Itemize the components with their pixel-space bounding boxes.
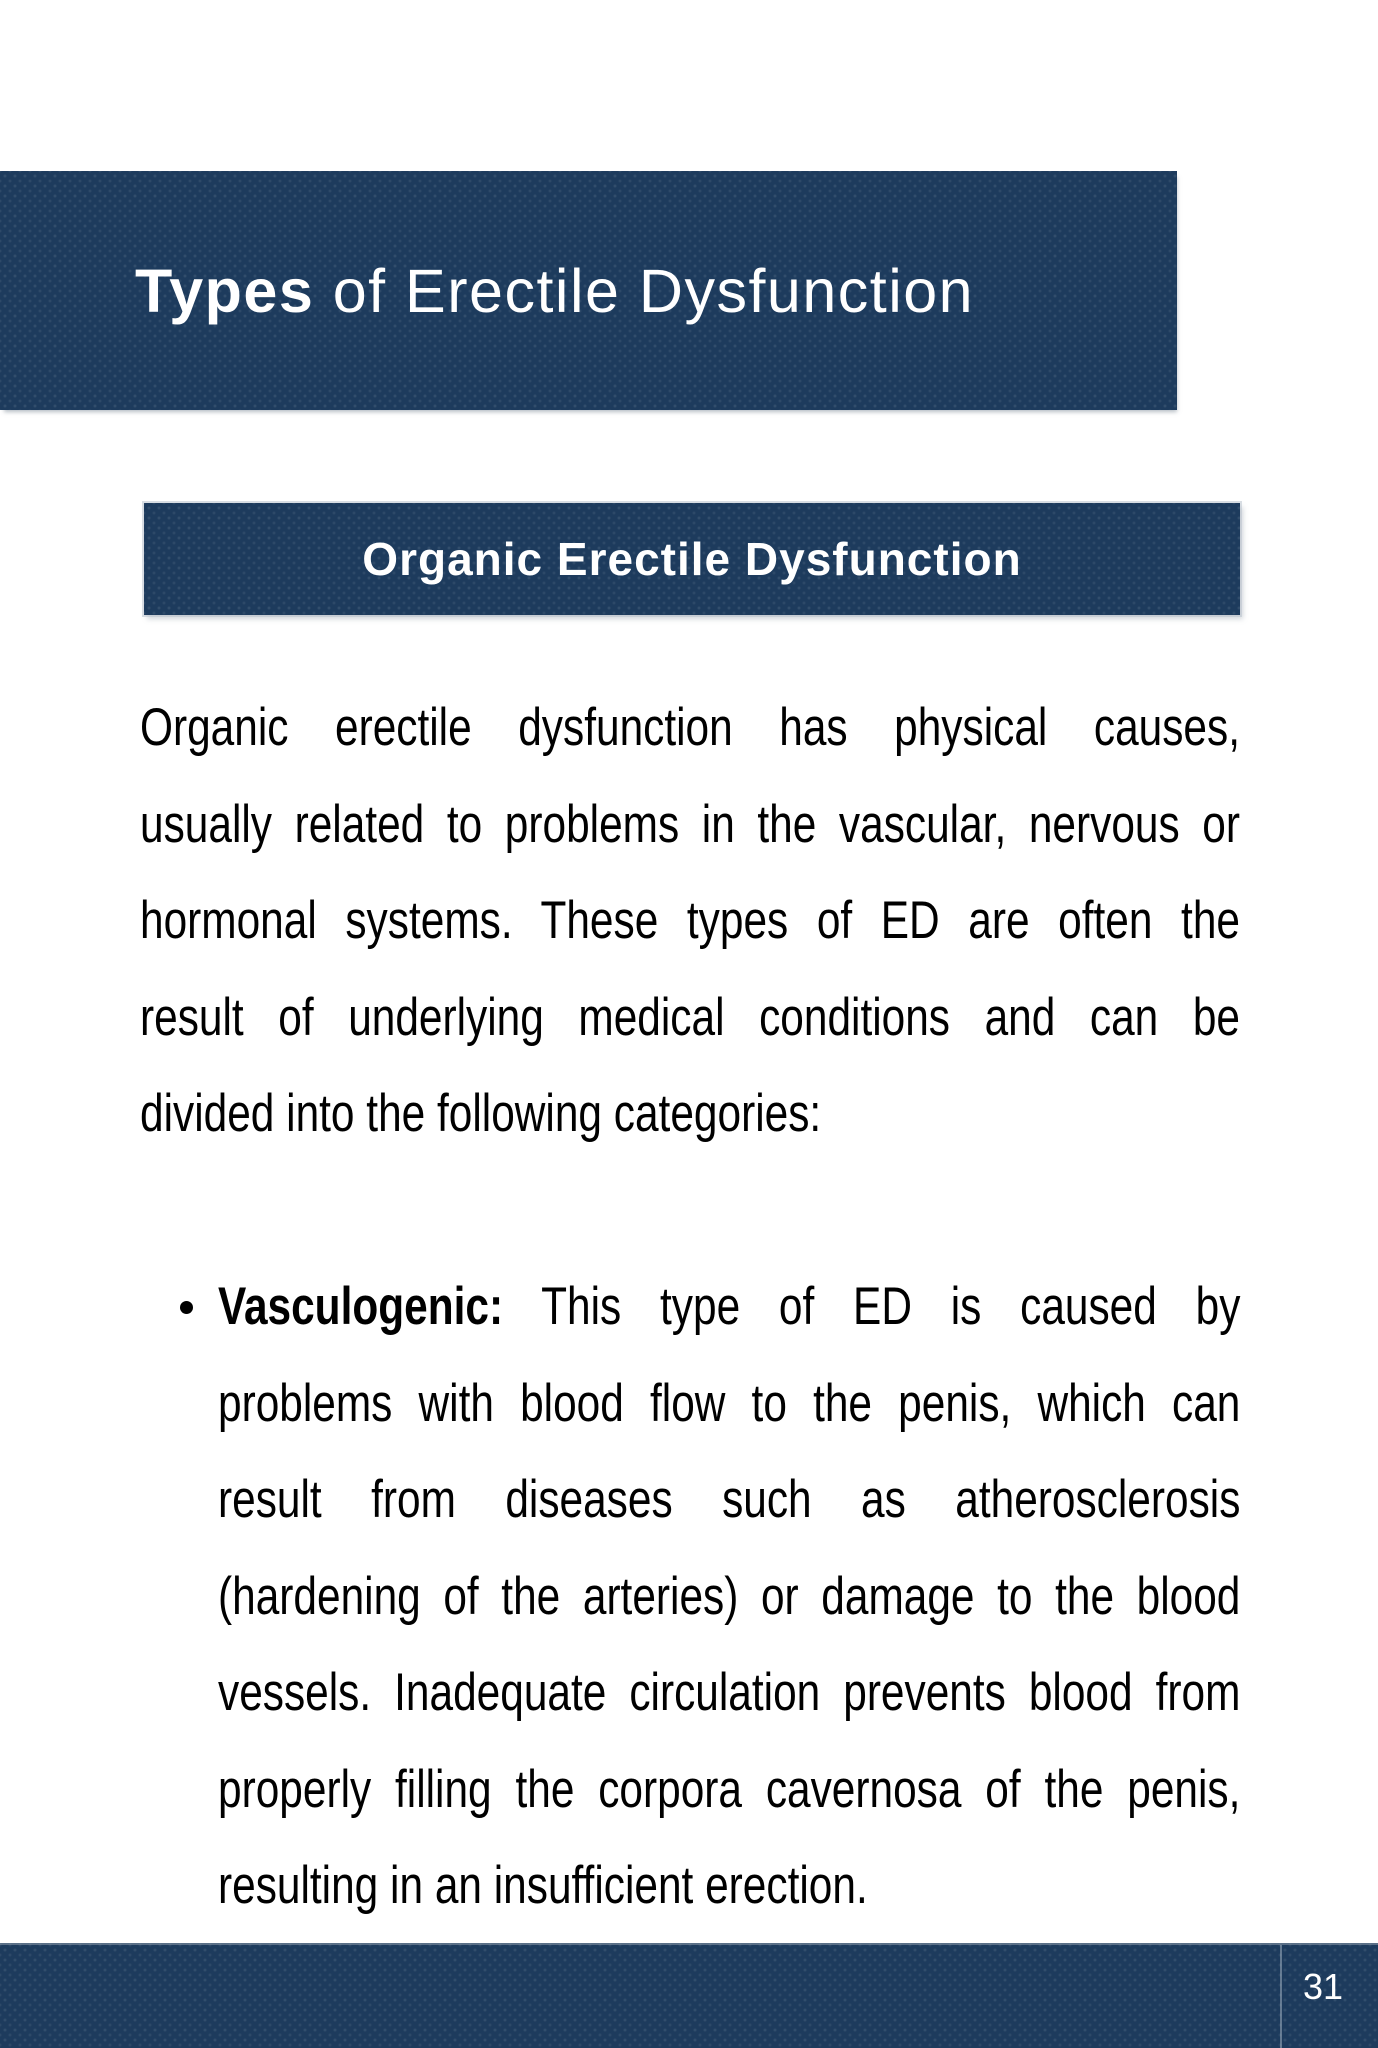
page-title-band	[0, 171, 1177, 410]
bullet-line: resulting in an insufficient erection.	[218, 1856, 868, 1915]
bullet-line: result from diseases such as atherosclerosis	[218, 1470, 1241, 1529]
bullet-line: vessels. Inadequate circulation prevents blood from	[218, 1663, 1241, 1722]
intro-paragraph	[140, 680, 1240, 1163]
bullet-line: (hardening of the arteries) or damage to the blood	[218, 1566, 1241, 1626]
page-number: 31	[1303, 1966, 1344, 2007]
paragraph-line: usually related to problems in the vascular, nervous or	[140, 794, 1240, 854]
page-title	[135, 256, 974, 326]
page-title-rest: of Erectile Dysfunction	[332, 256, 975, 325]
paragraph-line: divided into the following categories:	[140, 1084, 822, 1143]
bullet-line: problems with blood flow to the penis, which can	[218, 1373, 1241, 1433]
bullet-first-line-text: This type of ED is caused by	[541, 1277, 1241, 1336]
bullet-line	[218, 1259, 1240, 1356]
paragraph-line: hormonal systems. These types of ED are often the	[140, 891, 1240, 950]
bullet-marker	[180, 1301, 193, 1314]
section-title: Organic Erectile Dysfunction	[362, 533, 1022, 585]
bullet-item-vasculogenic	[218, 1259, 1240, 1935]
paragraph-line: Organic erectile dysfunction has physical causes,	[140, 698, 1240, 757]
page-footer	[0, 1943, 1378, 2048]
paragraph-line: result of underlying medical conditions and can be	[140, 987, 1240, 1047]
bullet-term: Vasculogenic:	[218, 1277, 504, 1336]
footer-divider	[1280, 1945, 1282, 2048]
page-title-bold: Types	[135, 256, 315, 325]
section-title-box	[144, 503, 1240, 615]
bullet-line: properly filling the corpora cavernosa of the penis,	[218, 1759, 1241, 1819]
